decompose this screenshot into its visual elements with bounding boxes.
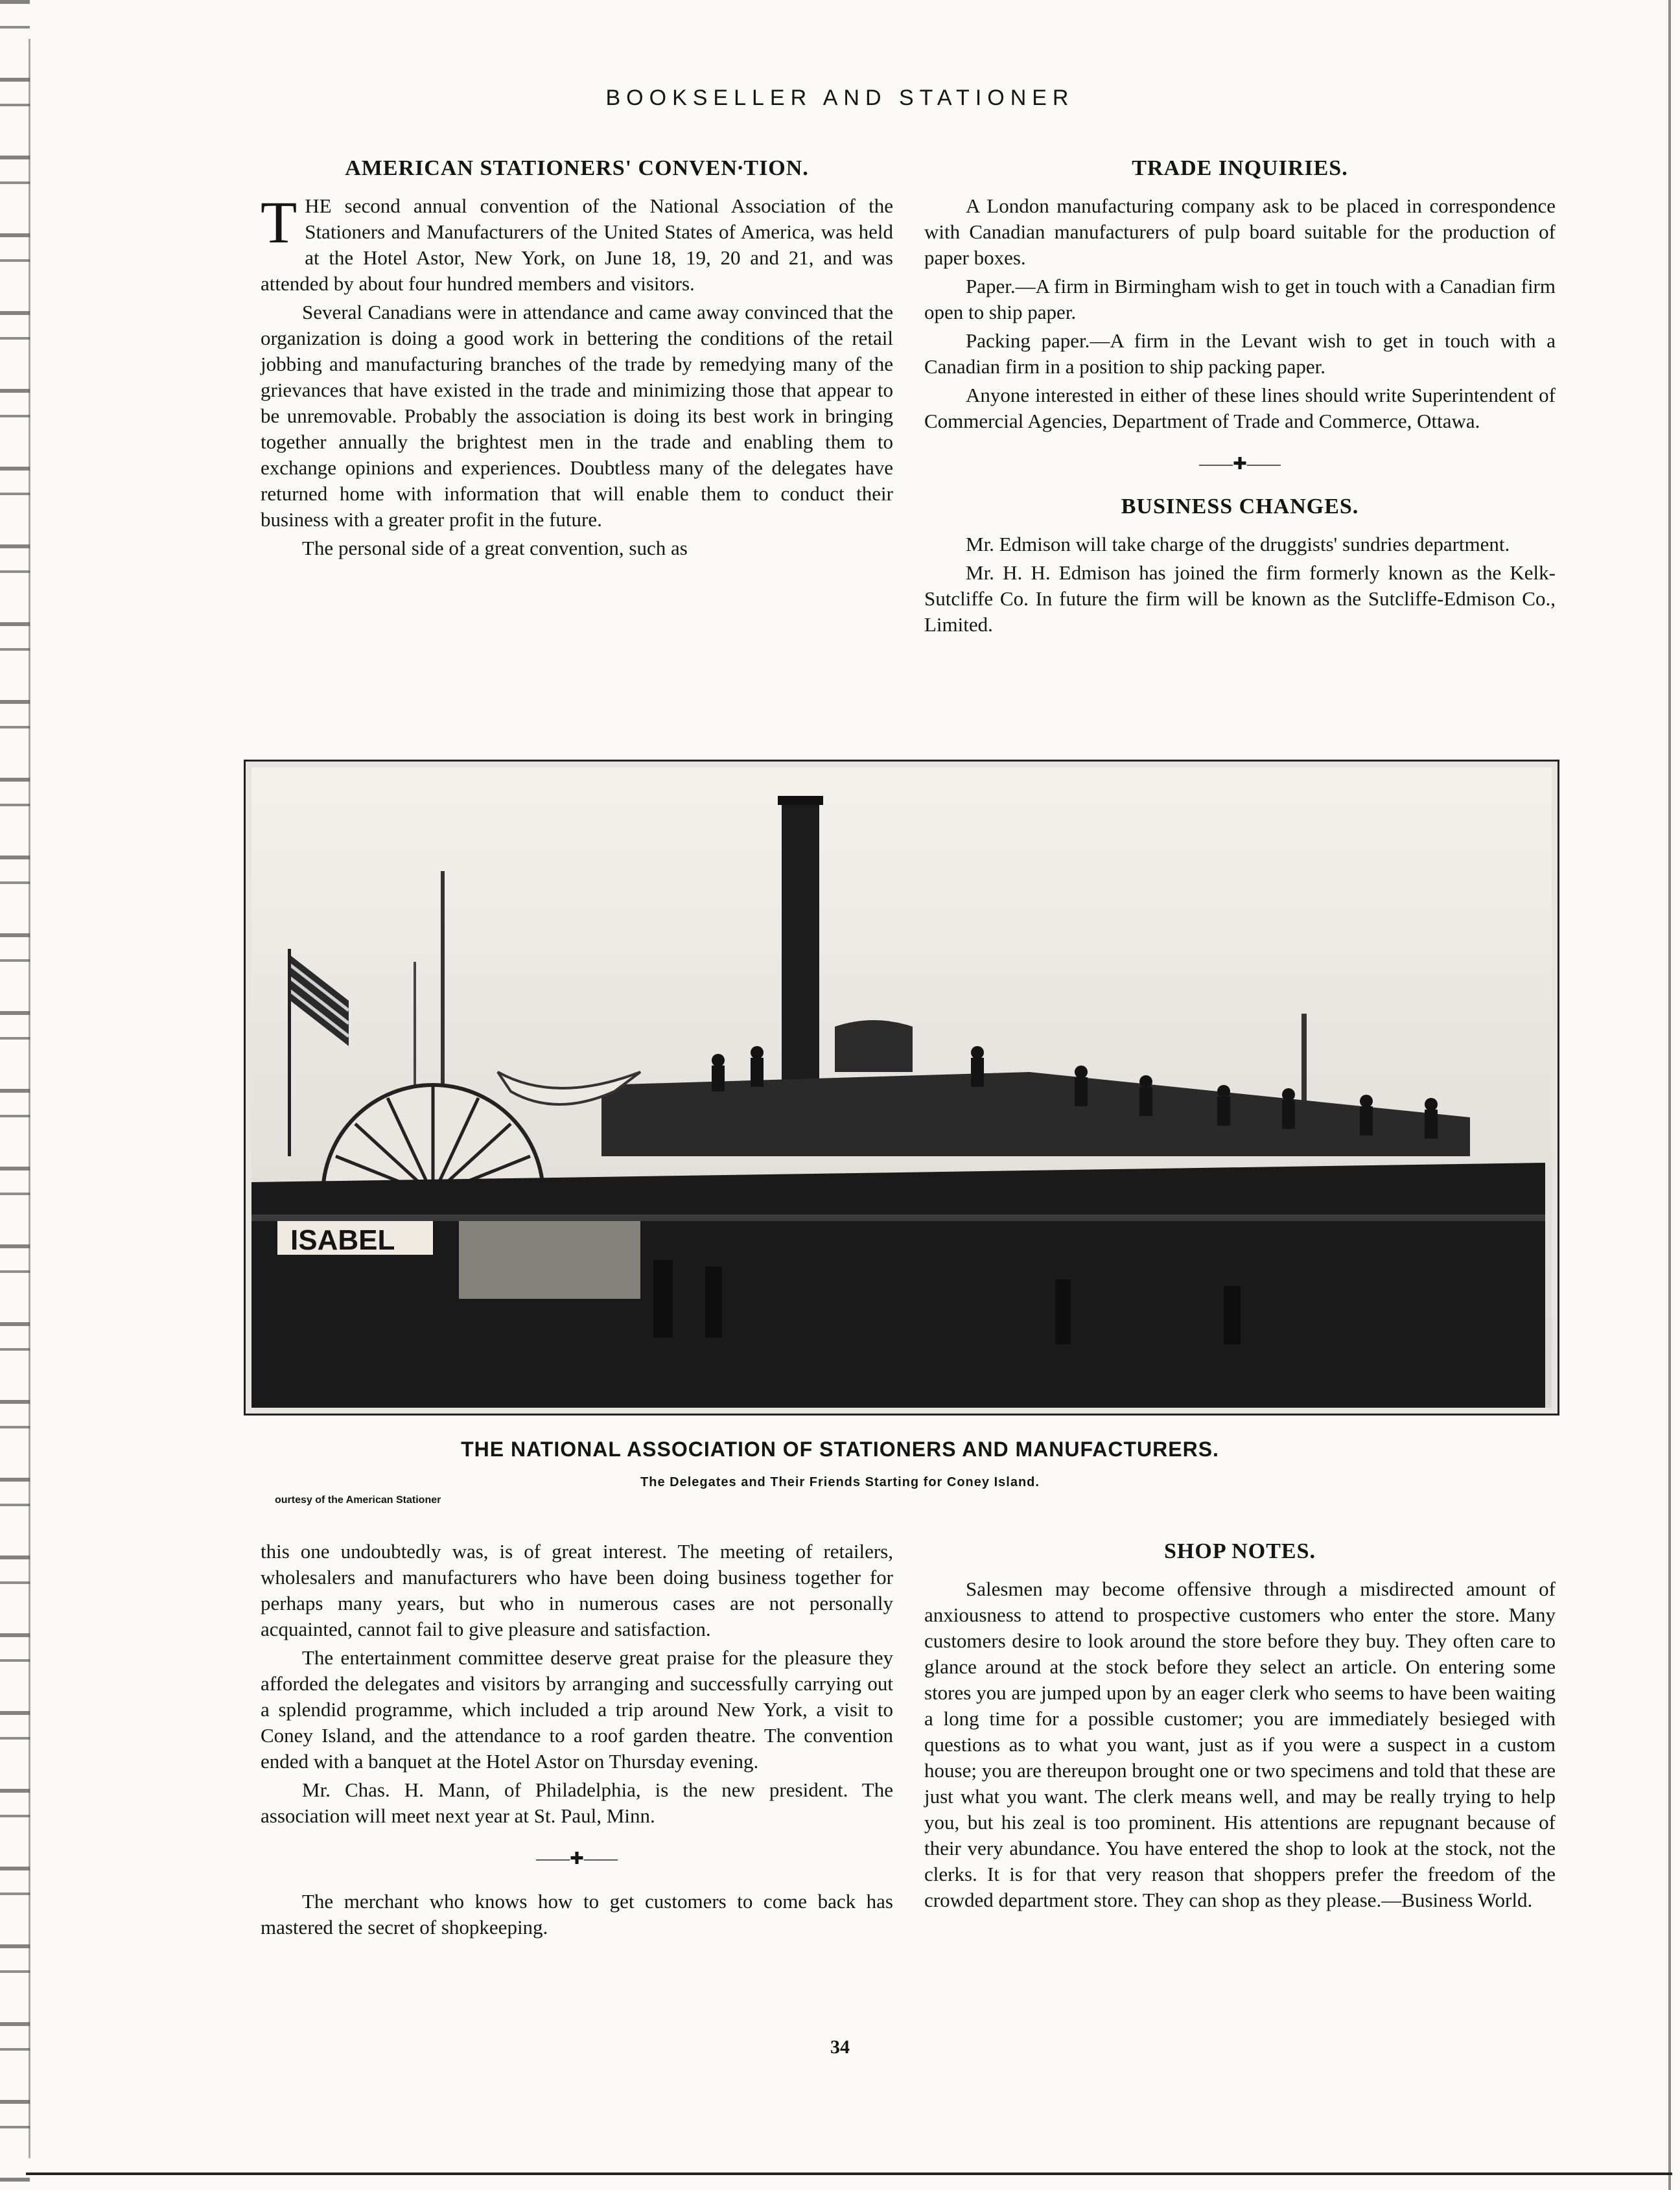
drop-cap: T bbox=[261, 189, 298, 255]
hull-name: ISABEL bbox=[290, 1224, 395, 1256]
binding-edge bbox=[0, 0, 30, 2190]
section-ornament-2: ——✚—— bbox=[536, 1849, 618, 1868]
convention-paragraph-4: this one undoubtedly was, is of great interest. The meeting of retailers, wholesalers and manufacturers who have been doing business together for perhaps many years, but who in numerous cases are not personally acquainted, cannot fail to give pleasure and satisfaction. bbox=[261, 1540, 893, 1640]
convention-p1-text: HE second annual convention of the National Association of the Stationers and Manufacturers of the United States of America, was held at the Hotel Astor, New York, on June 18, 19, 20 and 21, and was attended by about four hundred members and visitors. bbox=[261, 194, 893, 295]
convention-paragraph-6: Mr. Chas. H. Mann, of Philadelphia, is the new president. The association will meet next year at St. Paul, Minn. bbox=[261, 1778, 893, 1827]
bottom-rule bbox=[26, 2173, 1672, 2175]
article-shop-notes bbox=[924, 1539, 1556, 1916]
section-ornament: ——✚—— bbox=[1199, 454, 1281, 473]
binding-line bbox=[29, 39, 30, 2158]
article-convention-part2 bbox=[261, 1539, 893, 1943]
convention-paragraph-1 bbox=[261, 189, 893, 297]
trade-paragraph-2: Paper.—A firm in Birmingham wish to get in touch with a Canadian firm open to ship paper. bbox=[924, 275, 1556, 323]
business-heading: BUSINESS CHANGES. bbox=[1121, 495, 1359, 518]
convention-paragraph-7: The merchant who knows how to get customers to come back has mastered the secret of shopkeeping. bbox=[261, 1890, 893, 1939]
hull bbox=[251, 1163, 1545, 1408]
trade-paragraph-3: Packing paper.—A firm in the Levant wish to get in touch with a Canadian firm in a position to ship packing paper. bbox=[924, 329, 1556, 378]
running-head: BOOKSELLER AND STATIONER bbox=[605, 86, 1075, 110]
business-paragraph-2: Mr. H. H. Edmison has joined the firm formerly known as the Kelk-Sutcliffe Co. In future the firm will be known as the Sutcliffe-Edmison Co., Limited. bbox=[924, 561, 1556, 636]
article-convention-part1 bbox=[261, 156, 893, 564]
steamer-illustration bbox=[251, 767, 1552, 1408]
trade-paragraph-1: A London manufacturing company ask to be placed in correspondence with Canadian manufacturers of pulp board suitable for the production of paper boxes. bbox=[924, 194, 1556, 269]
shop-paragraph-1: Salesmen may become offensive through a misdirected amount of anxiousness to attend to prospective customers who enter the store. Many customers desire to look around the store before they buy. They often care to glance around at the stock before they select an article. On entering some stores you are jumped upon by an eager clerk who seems to have been waiting a long time for a possible customer; you are immediately besieged with questions as to what you want, just as if you were a suspect in a custom house; you are thereupon brought one or two specimens and told that these are just what you want. The clerk means well, and may be really trying to help you, but his zeal is too prominent. His attentions are repugnant because of their very abundance. You have entered the shop to look at the stock, not the clerks. It is for that very reason that shoppers prefer the freedom of the crowded department store. They can shop as they please.—Business World. bbox=[924, 1578, 1556, 1911]
convention-paragraph-5: The entertainment committee deserve great praise for the pleasure they afforded the delegates and visitors by arranging and successfully carrying out a splendid programme, which included a trip around New York, a visit to Coney Island, and the attendance to a roof garden theatre. The convention ended with a banquet at the Hotel Astor on Thursday evening. bbox=[261, 1646, 893, 1773]
page-edge bbox=[1668, 0, 1671, 2190]
convention-paragraph-2: Several Canadians were in attendance and came away convinced that the organization is doing a good work in bettering the conditions of the retail jobbing and manufacturing branches of the trade by remedying many of the grievances that have existed in the trade and minimizing those that appear to be unremovable. Probably the association is doing its best work in bringing together annually the brightest men in the trade and enabling them to exchange opinions and experiences. Doubtless many of the delegates have returned home with information that will enable them to conduct their business with a greater profit in the future. bbox=[261, 301, 893, 531]
shop-heading: SHOP NOTES. bbox=[1164, 1539, 1316, 1563]
smokestack bbox=[782, 800, 819, 1091]
steamer-photograph bbox=[244, 760, 1559, 1415]
article-trade-inquiries bbox=[924, 156, 1556, 640]
convention-heading: AMERICAN STATIONERS' CONVEN∙TION. bbox=[345, 156, 809, 180]
convention-paragraph-3: The personal side of a great convention, such as bbox=[302, 537, 688, 559]
business-paragraph-1: Mr. Edmison will take charge of the druggists' sundries department. bbox=[966, 533, 1510, 555]
trade-heading: TRADE INQUIRIES. bbox=[1132, 156, 1348, 180]
trade-paragraph-4: Anyone interested in either of these lines should write Superintendent of Commercial Agencies, Department of Trade and Commerce, Ottawa. bbox=[924, 384, 1556, 432]
photo-subcaption: The Delegates and Their Friends Starting for Coney Island. bbox=[640, 1475, 1040, 1489]
page-number: 34 bbox=[830, 2036, 850, 2058]
photo-caption: THE NATIONAL ASSOCIATION OF STATIONERS AND MANUFACTURERS. bbox=[461, 1438, 1219, 1461]
photo-credit: ourtesy of the American Stationer bbox=[275, 1495, 441, 1506]
